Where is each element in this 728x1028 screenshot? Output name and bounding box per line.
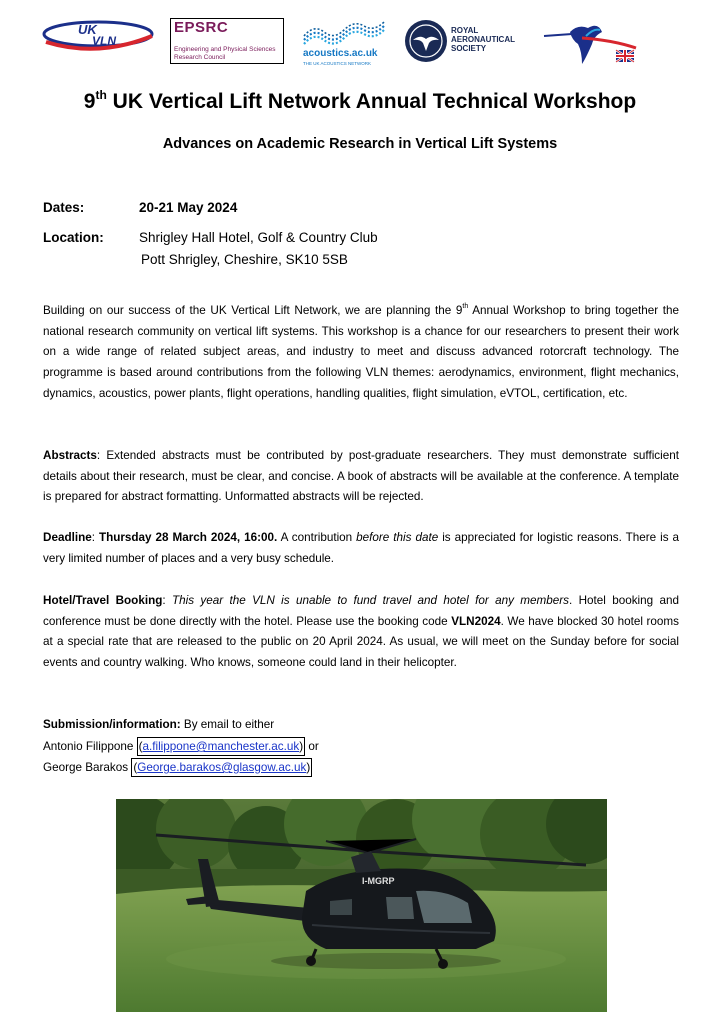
helicopter-registration: I-MGRP [362,876,395,886]
ukvln-logo-text-bottom: VLN [92,34,116,48]
email-open-paren: ( [138,740,143,753]
email-box-filippone [137,737,306,756]
deadline-emphasis: before this date [356,531,439,544]
dates-label: Dates: [43,200,85,215]
email-open-paren-2: ( [133,761,138,774]
contact-name-barakos: George Barakos [43,761,132,774]
ukvln-logo-text-top: UK [78,22,97,37]
contact-name-filippone: Antonio Filippone [43,740,137,753]
contact-line-filippone [43,737,319,757]
page-title [0,88,720,114]
location-line-1: Shrigley Hall Hotel, Golf & Country Club [139,230,378,245]
hotel-emphasis: This year the VLN is unable to fund travel and hotel for any members [171,594,569,607]
location-label: Location: [43,230,104,245]
deadline-label: Deadline [43,531,92,544]
hotel-label: Hotel/Travel Booking [43,594,163,607]
dates-value: 20-21 May 2024 [139,200,238,215]
page-subtitle: Advances on Academic Research in Vertical Lift Systems [162,136,558,152]
helicopter-photo [116,799,607,1012]
abstracts-label: Abstracts [43,449,97,462]
booking-code: VLN2024 [451,614,501,628]
raes-crest-icon [403,18,449,64]
email-close-paren: ) [299,740,304,753]
location-line-2: Pott Shrigley, Cheshire, SK10 5SB [141,252,348,267]
raes-logo-line1: ROYAL [451,26,479,35]
abstracts-paragraph [43,446,679,508]
intro-text-2: Annual Workshop to bring together the national research community on vertical lift systems. This workshop is a chance for our researchers to present their work on a wide range of related subject areas, and industry to meet and discuss advanced rotorcraft technology. The programme is based around contributions from the following VLN themes: aerodynamics, environment, flight mechanics, dynamics, acoustics, power plants, flight operations, handling qualities, flight simulation, eVTOL, certification, etc. [43,304,679,400]
intro-text-1: Building on our success of the UK Vertical Lift Network, we are planning the 9 [43,304,463,317]
hummingbird-flag-logo [542,18,638,70]
deadline-date: Thursday 28 March 2024, 16:00. [98,531,278,544]
email-box-barakos [131,758,312,777]
acoustics-logo-name: acoustics.ac.uk [303,48,378,59]
union-flag-icon [616,50,634,62]
title-text: UK Vertical Lift Network Annual Technical Workshop [106,90,637,113]
email-link-filippone[interactable]: a.filippone@manchester.ac.uk [142,740,300,753]
hotel-paragraph [43,591,679,674]
acoustics-wave-icon [300,20,386,48]
epsrc-logo-name: EPSRC [174,19,229,36]
deadline-text-2: is appreciated for logistic reasons. There is a very limited number of places and a very busy schedule. [43,531,680,565]
hotel-sep: : [162,594,172,607]
abstracts-text: : Extended abstracts must be contributed by post-graduate researchers. They must demonstrate sufficient details about their research, must be clear, and concise. A book of abstracts will be available at the conference. A template is prepared for abstract formatting. Unformatted abstracts will be rejected. [43,449,679,504]
ukvln-logo [42,18,154,54]
email-link-barakos[interactable]: George.barakos@glasgow.ac.uk [137,761,307,774]
acoustics-logo-tagline: THE UK ACOUSTICS NETWORK [303,61,372,66]
raes-logo [403,18,535,64]
title-ordinal-suffix: th [95,88,107,102]
contact-connector: or [305,740,319,753]
hotel-text-1: . Hotel booking and conference must be done directly with the hotel. Please use the booking code [43,594,679,628]
intro-ordinal-suffix: th [462,303,469,310]
email-close-paren-2: ) [306,761,311,774]
epsrc-logo-subtitle: Engineering and Physical Sciences Research Council [174,46,276,61]
deadline-text-1: A contribution [277,531,357,544]
contact-line-barakos [43,758,312,778]
intro-paragraph [43,301,679,405]
submission-text: By email to either [180,718,275,731]
raes-logo-line3: SOCIETY [451,44,487,53]
raes-logo-line2: AERONAUTICAL [451,35,515,44]
acoustics-logo [300,20,386,68]
hotel-text-2: . We have blocked 30 hotel rooms at a special rate that are released to the public on 20 April 2024. As usual, we will meet on the Sunday before for social events and country walking. Who knows, someone could land in their helicopter. [43,614,679,670]
title-ordinal: 9 [83,90,96,113]
deadline-sep: : [91,531,99,544]
submission-line [43,715,274,735]
submission-label: Submission/information: [43,718,181,731]
raes-logo-text [451,26,515,53]
epsrc-logo [170,18,284,64]
deadline-paragraph [43,528,679,569]
